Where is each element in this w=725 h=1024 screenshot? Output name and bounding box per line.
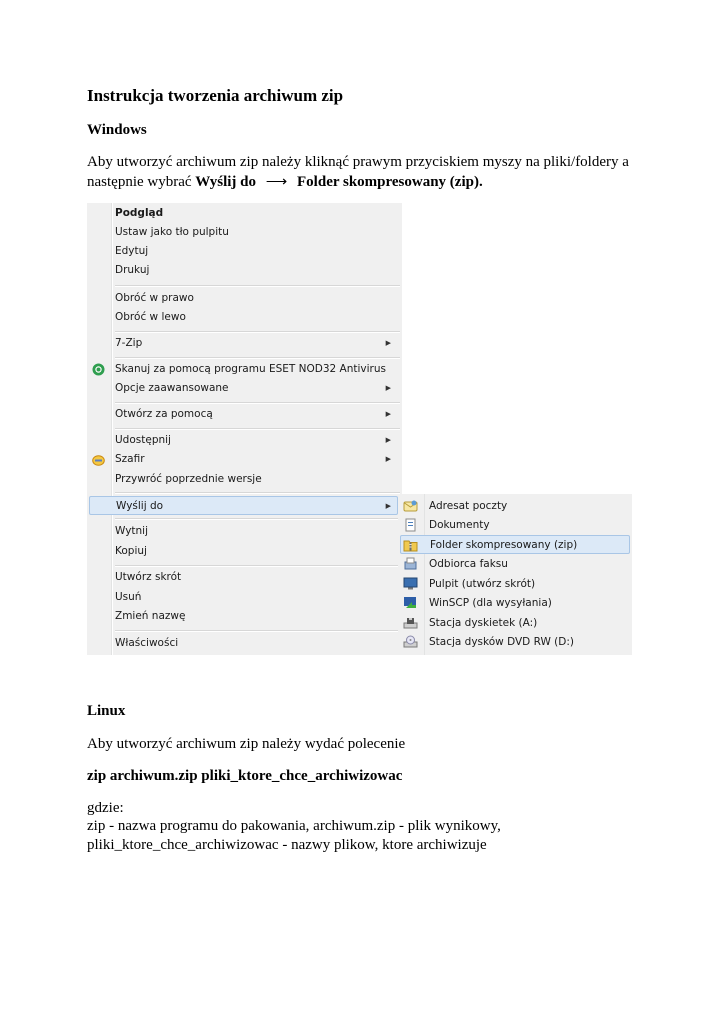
menu-item-label: Udostępnij — [115, 434, 171, 446]
send-to-item-documents[interactable] — [429, 516, 629, 535]
send-to-item-winscp[interactable] — [429, 594, 629, 613]
menu-gutter-highlight — [112, 203, 113, 655]
send-to-item-label: Stacja dyskietek (A:) — [429, 617, 538, 629]
send-to-item-mail[interactable] — [429, 497, 629, 516]
menu-item-kopiuj[interactable] — [115, 542, 397, 561]
gdzie-label: gdzie: — [87, 800, 124, 816]
menu-item-label: Usuń — [115, 591, 142, 603]
menu-item-usun[interactable] — [115, 588, 397, 607]
menu-icon-column — [87, 203, 111, 655]
context-menu — [87, 203, 402, 655]
send-to-item-label: Pulpit (utwórz skrót) — [429, 578, 536, 590]
menu-item-label: Szafir — [115, 453, 145, 465]
menu-item-obroc-lewo[interactable] — [115, 308, 397, 327]
menu-item-otworz-za-pomoca[interactable] — [115, 405, 397, 424]
windows-instruction-line2 — [87, 172, 483, 192]
menu-item-label: Przywróć poprzednie wersje — [115, 473, 262, 485]
desktop-icon — [403, 577, 418, 591]
menu-item-podglad[interactable] — [115, 204, 397, 223]
menu-item-wyslij-do[interactable] — [89, 496, 398, 515]
menu-separator — [115, 428, 400, 430]
linux-instruction: Aby utworzyć archiwum zip należy wydać polecenie — [87, 736, 406, 752]
menu-separator — [115, 630, 400, 632]
menu-item-label: Obróć w prawo — [115, 292, 194, 304]
menu-item-wlasciwosci[interactable] — [115, 634, 397, 653]
menu-item-label: Otwórz za pomocą — [115, 408, 213, 420]
menu-separator — [115, 331, 400, 333]
send-to-item-label: Odbiorca faksu — [429, 558, 508, 570]
send-to-submenu — [398, 494, 632, 655]
menu-item-opcje-zaawansowane[interactable] — [115, 379, 397, 398]
arrow-icon: ⟶ — [265, 174, 288, 190]
page-title: Instrukcja tworzenia archiwum zip — [87, 86, 344, 105]
menu-separator — [115, 357, 400, 359]
menu-item-label: Drukuj — [115, 264, 150, 276]
explanation-line1: zip - nazwa programu do pakowania, archiwum.zip - plik wynikowy, — [87, 818, 501, 834]
menu-item-edytuj[interactable] — [115, 242, 397, 261]
menu-item-label: Skanuj za pomocą programu ESET NOD32 Antivirus — [115, 363, 386, 375]
menu-item-wytnij[interactable] — [115, 522, 397, 541]
linux-heading: Linux — [87, 703, 126, 719]
menu-separator — [115, 285, 400, 287]
instruction-send-to: Wyślij do — [195, 174, 256, 190]
menu-item-eset-scan[interactable] — [115, 360, 397, 379]
submenu-arrow-icon: ▶ — [385, 455, 391, 463]
menu-item-label: Właściwości — [115, 637, 179, 649]
winscp-icon — [403, 596, 418, 610]
windows-heading: Windows — [87, 122, 147, 138]
menu-item-szafir[interactable] — [115, 450, 397, 469]
instruction-zip-folder: Folder skompresowany (zip). — [297, 174, 483, 190]
menu-item-label: Ustaw jako tło pulpitu — [115, 226, 229, 238]
send-to-item-zip-folder[interactable] — [400, 535, 630, 554]
menu-item-label: Obróć w lewo — [115, 311, 186, 323]
submenu-arrow-icon: ▶ — [385, 436, 391, 444]
send-to-item-desktop[interactable] — [429, 575, 629, 594]
menu-separator — [115, 402, 400, 404]
menu-item-label: Kopiuj — [115, 545, 147, 557]
send-to-item-label: Folder skompresowany (zip) — [430, 539, 578, 551]
menu-item-label: Utwórz skrót — [115, 571, 182, 583]
menu-item-label: 7-Zip — [115, 337, 143, 349]
menu-item-utworz-skrot[interactable] — [115, 568, 397, 587]
windows-instruction-line1: Aby utworzyć archiwum zip należy kliknąć prawym przyciskiem myszy na pliki/foldery a — [87, 154, 629, 170]
send-to-item-dvd[interactable] — [429, 633, 629, 652]
submenu-arrow-icon: ▶ — [385, 502, 391, 510]
send-to-item-floppy[interactable] — [429, 614, 629, 633]
menu-item-label: Zmień nazwę — [115, 610, 186, 622]
linux-command: zip archiwum.zip pliki_ktore_chce_archiwizowac — [87, 768, 403, 784]
send-to-item-label: WinSCP (dla wysyłania) — [429, 597, 552, 609]
documents-icon — [403, 518, 418, 532]
menu-item-label: Opcje zaawansowane — [115, 382, 229, 394]
menu-item-udostepnij[interactable] — [115, 431, 397, 450]
menu-item-zmien-nazwe[interactable] — [115, 607, 397, 626]
menu-item-label: Wytnij — [115, 525, 149, 537]
menu-item-label: Podgląd — [115, 207, 164, 219]
szafir-icon — [92, 454, 105, 467]
menu-item-label: Edytuj — [115, 245, 149, 257]
menu-item-drukuj[interactable] — [115, 261, 397, 280]
dvd-drive-icon — [403, 635, 418, 649]
menu-separator — [115, 492, 400, 494]
menu-separator — [115, 518, 400, 520]
instruction-prefix: następnie wybrać — [87, 174, 196, 190]
menu-item-ustaw-tlo[interactable] — [115, 223, 397, 242]
fax-icon — [403, 557, 418, 571]
explanation-line2: pliki_ktore_chce_archiwizowac - nazwy plikow, ktore archiwizuje — [87, 837, 487, 853]
menu-item-obroc-prawo[interactable] — [115, 289, 397, 308]
menu-item-przywroc-wersje[interactable] — [115, 470, 397, 489]
submenu-gutter — [424, 494, 425, 655]
send-to-item-label: Stacja dysków DVD RW (D:) — [429, 636, 574, 648]
zip-folder-icon — [403, 538, 418, 552]
submenu-arrow-icon: ▶ — [385, 384, 391, 392]
eset-icon — [92, 363, 105, 376]
menu-separator — [115, 565, 400, 567]
send-to-item-fax[interactable] — [429, 555, 629, 574]
send-to-item-label: Dokumenty — [429, 519, 490, 531]
menu-item-7zip[interactable] — [115, 334, 397, 353]
send-to-item-label: Adresat poczty — [429, 500, 508, 512]
submenu-arrow-icon: ▶ — [385, 339, 391, 347]
submenu-arrow-icon: ▶ — [385, 410, 391, 418]
mail-recipient-icon — [403, 499, 418, 513]
menu-item-label: Wyślij do — [116, 500, 164, 512]
floppy-drive-icon — [403, 616, 418, 630]
